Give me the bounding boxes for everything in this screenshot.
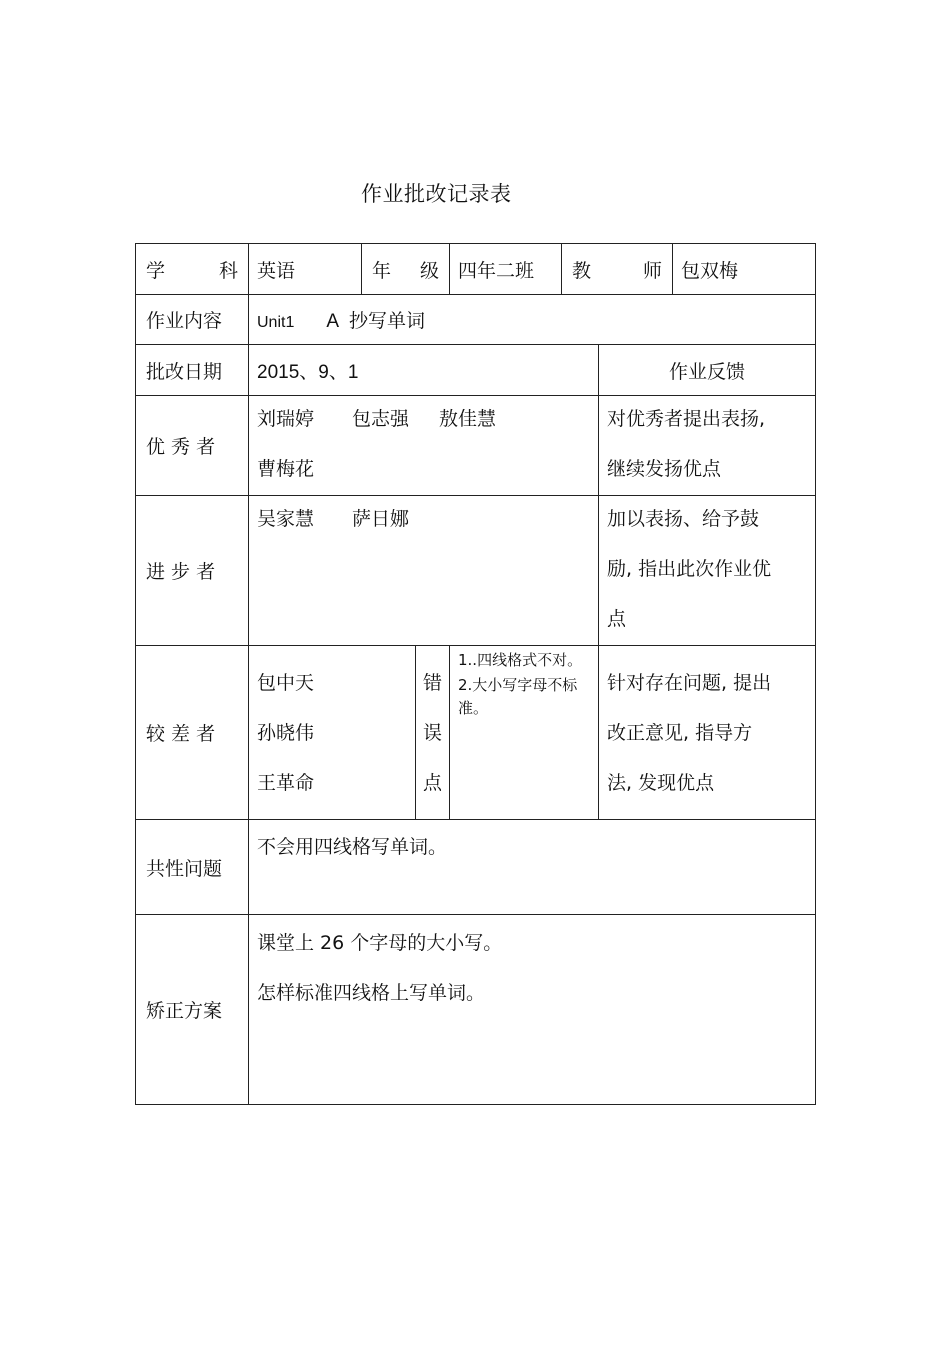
progress-feedback: 加以表扬、给予鼓 励, 指出此次作业优 点 — [599, 496, 816, 646]
document-title: 作业批改记录表 — [361, 182, 512, 206]
teacher-value: 包双梅 — [673, 244, 816, 295]
excellent-row — [136, 396, 816, 496]
correction-text: 课堂上 26 个字母的大小写。 怎样标准四线格上写单词。 — [249, 915, 816, 1105]
subject-label: 学 科 — [136, 244, 249, 295]
correction-row — [136, 915, 816, 1105]
date-value: 2015、9、1 — [249, 345, 599, 396]
subject-value: 英语 — [249, 244, 362, 295]
excellent-feedback: 对优秀者提出表扬, 继续发扬优点 — [599, 396, 816, 496]
header-row — [136, 244, 816, 295]
homework-record-table — [135, 243, 816, 1105]
progress-names: 吴家慧 萨日娜 — [249, 496, 599, 646]
weak-names: 包中天 孙晓伟 王革命 — [249, 646, 416, 820]
common-text: 不会用四线格写单词。 — [249, 820, 816, 915]
excellent-label: 优 秀 者 — [136, 396, 249, 496]
error-points-list: 1..四线格式不对。 2.大小写字母不标准。 — [450, 646, 599, 820]
progress-row — [136, 496, 816, 646]
date-label: 批改日期 — [136, 345, 249, 396]
grade-label: 年 级 — [362, 244, 450, 295]
correction-label: 矫正方案 — [136, 915, 249, 1105]
homework-content: Unit1 A 抄写单词 — [249, 295, 816, 345]
common-label: 共性问题 — [136, 820, 249, 915]
excellent-names: 刘瑞婷 包志强 敖佳慧 曹梅花 — [249, 396, 599, 496]
homework-label: 作业内容 — [136, 295, 249, 345]
error-points-label: 错 误 点 — [416, 646, 450, 820]
grade-value: 四年二班 — [450, 244, 562, 295]
feedback-header: 作业反馈 — [599, 345, 816, 396]
progress-label: 进 步 者 — [136, 496, 249, 646]
common-row — [136, 820, 816, 915]
weak-label: 较 差 者 — [136, 646, 249, 820]
homework-row — [136, 295, 816, 345]
teacher-label: 教 师 — [562, 244, 673, 295]
date-row — [136, 345, 816, 396]
weak-feedback: 针对存在问题, 提出 改正意见, 指导方 法, 发现优点 — [599, 646, 816, 820]
weak-row — [136, 646, 816, 820]
